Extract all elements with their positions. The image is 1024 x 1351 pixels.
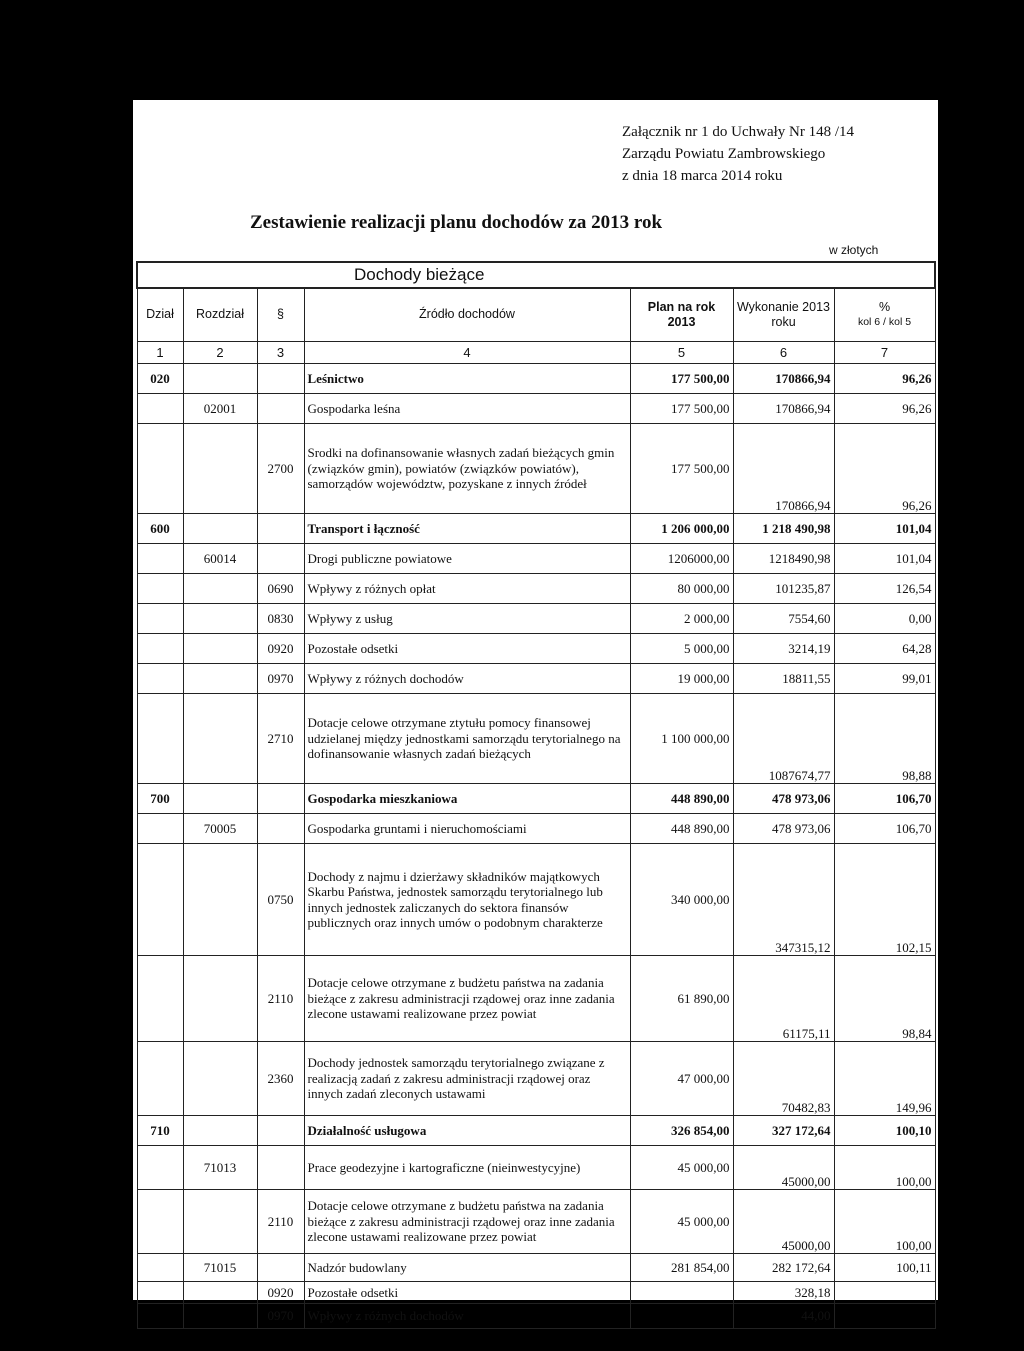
cell-wykonanie: 61175,11 — [733, 956, 834, 1042]
cell-paragraf: 0920 — [257, 634, 304, 664]
table-row — [137, 1042, 935, 1116]
cell-procent: 126,54 — [834, 574, 935, 604]
cell-dzial: 020 — [137, 364, 183, 394]
cell-rozdzial: 70005 — [183, 814, 257, 844]
cell-paragraf: 0920 — [257, 1282, 304, 1304]
percent-formula: kol 6 / kol 5 — [857, 316, 912, 328]
cell-dzial — [137, 574, 183, 604]
cell-rozdzial — [183, 1282, 257, 1304]
currency-unit: w złotych — [829, 243, 879, 257]
table-row — [137, 1116, 935, 1146]
col-header-paragraf: § — [257, 288, 304, 342]
cell-wykonanie: 70482,83 — [733, 1042, 834, 1116]
cell-plan: 1 100 000,00 — [630, 694, 733, 784]
cell-wykonanie: 1 218 490,98 — [733, 514, 834, 544]
table-row — [137, 694, 935, 784]
cell-dzial: 710 — [137, 1116, 183, 1146]
cell-plan: 177 500,00 — [630, 364, 733, 394]
cell-rozdzial — [183, 634, 257, 664]
cell-dzial — [137, 1254, 183, 1282]
cell-rozdzial — [183, 514, 257, 544]
cell-wykonanie: 170866,94 — [733, 394, 834, 424]
column-number-row — [137, 342, 935, 364]
cell-paragraf — [257, 394, 304, 424]
cell-rozdzial — [183, 364, 257, 394]
cell-zrodlo: Działalność usługowa — [304, 1116, 630, 1146]
cell-rozdzial: 60014 — [183, 544, 257, 574]
cell-zrodlo: Leśnictwo — [304, 364, 630, 394]
cell-procent: 100,00 — [834, 1146, 935, 1190]
table-row — [137, 1282, 935, 1304]
cell-plan — [630, 1282, 733, 1304]
cell-procent: 100,00 — [834, 1190, 935, 1254]
cell-dzial — [137, 394, 183, 424]
cell-plan: 47 000,00 — [630, 1042, 733, 1116]
cell-procent: 64,28 — [834, 634, 935, 664]
cell-rozdzial: 71013 — [183, 1146, 257, 1190]
table-row — [137, 634, 935, 664]
col-header-zrodlo: Źródło dochodów — [304, 288, 630, 342]
cell-paragraf: 2700 — [257, 424, 304, 514]
table-row — [137, 544, 935, 574]
cell-dzial — [137, 634, 183, 664]
cell-plan: 448 890,00 — [630, 784, 733, 814]
col-header-plan: Plan na rok 2013 — [630, 288, 733, 342]
cell-dzial — [137, 1282, 183, 1304]
cell-dzial: 600 — [137, 514, 183, 544]
cell-procent: 100,11 — [834, 1254, 935, 1282]
cell-dzial — [137, 1304, 183, 1329]
cell-plan: 19 000,00 — [630, 664, 733, 694]
cell-wykonanie: 327 172,64 — [733, 1116, 834, 1146]
table-row — [137, 394, 935, 424]
cell-procent: 101,04 — [834, 544, 935, 574]
cell-zrodlo: Dotacje celowe otrzymane ztytułu pomocy finansowej udzielanej między jednostkami samorządu terytorialnego na dofinansowanie własnych zadań bieżących — [304, 694, 630, 784]
col-header-rozdzial: Rozdział — [183, 288, 257, 342]
col-number-3: 3 — [257, 342, 304, 364]
cell-zrodlo: Wpływy z różnych opłat — [304, 574, 630, 604]
cell-rozdzial — [183, 604, 257, 634]
cell-paragraf — [257, 514, 304, 544]
cell-procent: 0,00 — [834, 604, 935, 634]
section-banner-row — [137, 262, 935, 288]
table-row — [137, 604, 935, 634]
col-header-procent — [834, 288, 935, 342]
cell-procent: 96,26 — [834, 364, 935, 394]
cell-procent — [834, 1282, 935, 1304]
table-row — [137, 664, 935, 694]
percent-sign: % — [878, 299, 891, 314]
cell-rozdzial — [183, 574, 257, 604]
col-header-wykonanie: Wykonanie 2013 roku — [733, 288, 834, 342]
table-row — [137, 574, 935, 604]
cell-wykonanie: 45000,00 — [733, 1146, 834, 1190]
cell-wykonanie: 478 973,06 — [733, 814, 834, 844]
cell-rozdzial — [183, 784, 257, 814]
cell-dzial — [137, 424, 183, 514]
cell-dzial — [137, 664, 183, 694]
cell-plan: 61 890,00 — [630, 956, 733, 1042]
col-number-1: 1 — [137, 342, 183, 364]
cell-procent: 106,70 — [834, 814, 935, 844]
table-header-row — [137, 288, 935, 342]
cell-zrodlo: Prace geodezyjne i kartograficzne (nieinwestycyjne) — [304, 1146, 630, 1190]
cell-plan: 5 000,00 — [630, 634, 733, 664]
cell-procent: 149,96 — [834, 1042, 935, 1116]
col-number-6: 6 — [733, 342, 834, 364]
cell-wykonanie: 101235,87 — [733, 574, 834, 604]
cell-zrodlo: Dotacje celowe otrzymane z budżetu państwa na zadania bieżące z zakresu administracji rządowej oraz inne zadania zlecone ustawami realizowane przez powiat — [304, 1190, 630, 1254]
cell-plan: 45 000,00 — [630, 1190, 733, 1254]
cell-wykonanie: 7554,60 — [733, 604, 834, 634]
cell-zrodlo: Srodki na dofinansowanie własnych zadań bieżących gmin (związków gmin), powiatów (związków powiatów), samorządów województw, pozyskane z innych źródeł — [304, 424, 630, 514]
cell-plan: 2 000,00 — [630, 604, 733, 634]
cell-plan: 326 854,00 — [630, 1116, 733, 1146]
cell-paragraf: 0750 — [257, 844, 304, 956]
cell-paragraf — [257, 814, 304, 844]
cell-paragraf: 0830 — [257, 604, 304, 634]
cell-plan: 177 500,00 — [630, 424, 733, 514]
cell-rozdzial — [183, 694, 257, 784]
cell-zrodlo: Dochody z najmu i dzierżawy składników majątkowych Skarbu Państwa, jednostek samorządu terytorialnego lub innych jednostek zaliczanych do sektora finansów publicznych oraz innych umów o podobnym charakterze — [304, 844, 630, 956]
cell-zrodlo: Gospodarka gruntami i nieruchomościami — [304, 814, 630, 844]
cell-zrodlo: Wpływy z usług — [304, 604, 630, 634]
cell-procent: 100,10 — [834, 1116, 935, 1146]
cell-rozdzial: 71015 — [183, 1254, 257, 1282]
cell-wykonanie: 44,00 — [733, 1304, 834, 1329]
table-row — [137, 784, 935, 814]
document-page — [133, 100, 938, 1324]
cell-rozdzial — [183, 1042, 257, 1116]
table-row — [137, 424, 935, 514]
cell-plan: 177 500,00 — [630, 394, 733, 424]
table-row — [137, 514, 935, 544]
cell-rozdzial — [183, 424, 257, 514]
cell-dzial: 700 — [137, 784, 183, 814]
cell-zrodlo: Dotacje celowe otrzymane z budżetu państwa na zadania bieżące z zakresu administracji rządowej oraz inne zadania zlecone ustawami realizowane przez powiat — [304, 956, 630, 1042]
table-row — [137, 1254, 935, 1282]
col-number-4: 4 — [304, 342, 630, 364]
col-number-5: 5 — [630, 342, 733, 364]
cell-wykonanie: 1218490,98 — [733, 544, 834, 574]
cell-zrodlo: Transport i łączność — [304, 514, 630, 544]
cell-paragraf: 0970 — [257, 664, 304, 694]
table-row — [137, 1190, 935, 1254]
cell-plan: 45 000,00 — [630, 1146, 733, 1190]
cell-zrodlo: Drogi publiczne powiatowe — [304, 544, 630, 574]
cell-zrodlo: Pozostałe odsetki — [304, 1282, 630, 1304]
cell-rozdzial — [183, 664, 257, 694]
cell-dzial — [137, 814, 183, 844]
cell-zrodlo: Dochody jednostek samorządu terytorialnego związane z realizacją zadań z zakresu administracji rządowej oraz innych zadań zleconych ustawami — [304, 1042, 630, 1116]
cell-paragraf — [257, 1116, 304, 1146]
cell-zrodlo: Pozostałe odsetki — [304, 634, 630, 664]
cell-paragraf — [257, 1254, 304, 1282]
cell-plan: 340 000,00 — [630, 844, 733, 956]
cell-paragraf: 2110 — [257, 956, 304, 1042]
cell-plan: 1 206 000,00 — [630, 514, 733, 544]
cell-wykonanie: 478 973,06 — [733, 784, 834, 814]
cell-zrodlo: Wpływy z różnych dochodów — [304, 1304, 630, 1329]
cell-paragraf — [257, 364, 304, 394]
cell-paragraf — [257, 784, 304, 814]
cell-wykonanie: 45000,00 — [733, 1190, 834, 1254]
cell-wykonanie: 170866,94 — [733, 424, 834, 514]
col-header-dzial: Dział — [137, 288, 183, 342]
table-body — [137, 364, 935, 1329]
cell-procent: 99,01 — [834, 664, 935, 694]
attachment-line-3: z dnia 18 marca 2014 roku — [622, 168, 783, 184]
cell-dzial — [137, 1042, 183, 1116]
cell-zrodlo: Wpływy z różnych dochodów — [304, 664, 630, 694]
cell-rozdzial — [183, 1304, 257, 1329]
cell-paragraf: 0970 — [257, 1304, 304, 1329]
cell-wykonanie: 18811,55 — [733, 664, 834, 694]
cell-zrodlo: Nadzór budowlany — [304, 1254, 630, 1282]
cell-wykonanie: 347315,12 — [733, 844, 834, 956]
attachment-line-1: Załącznik nr 1 do Uchwały Nr 148 /14 — [622, 124, 855, 140]
cell-paragraf: 2710 — [257, 694, 304, 784]
cell-plan: 281 854,00 — [630, 1254, 733, 1282]
cell-dzial — [137, 956, 183, 1042]
cell-procent: 101,04 — [834, 514, 935, 544]
cell-rozdzial — [183, 956, 257, 1042]
cell-dzial — [137, 844, 183, 956]
cell-plan: 448 890,00 — [630, 814, 733, 844]
cell-zrodlo: Gospodarka leśna — [304, 394, 630, 424]
cell-rozdzial — [183, 1190, 257, 1254]
cell-dzial — [137, 694, 183, 784]
cell-paragraf: 2110 — [257, 1190, 304, 1254]
cell-procent: 106,70 — [834, 784, 935, 814]
col-number-7: 7 — [834, 342, 935, 364]
cell-dzial — [137, 544, 183, 574]
cell-procent — [834, 1304, 935, 1329]
col-number-2: 2 — [183, 342, 257, 364]
table-row — [137, 1146, 935, 1190]
cell-procent: 98,84 — [834, 956, 935, 1042]
table-row — [137, 844, 935, 956]
table-row — [137, 814, 935, 844]
cell-wykonanie: 328,18 — [733, 1282, 834, 1304]
cell-plan: 1206000,00 — [630, 544, 733, 574]
cell-zrodlo: Gospodarka mieszkaniowa — [304, 784, 630, 814]
table-row — [137, 956, 935, 1042]
cell-wykonanie: 1087674,77 — [733, 694, 834, 784]
cell-procent: 102,15 — [834, 844, 935, 956]
cell-procent: 98,88 — [834, 694, 935, 784]
cell-dzial — [137, 1146, 183, 1190]
cell-plan — [630, 1304, 733, 1329]
document-title: Zestawienie realizacji planu dochodów za 2013 rok — [250, 212, 663, 233]
cell-plan: 80 000,00 — [630, 574, 733, 604]
cell-paragraf: 0690 — [257, 574, 304, 604]
cell-wykonanie: 170866,94 — [733, 364, 834, 394]
table-row — [137, 364, 935, 394]
cell-dzial — [137, 604, 183, 634]
table-row — [137, 1304, 935, 1329]
cell-wykonanie: 282 172,64 — [733, 1254, 834, 1282]
cell-paragraf: 2360 — [257, 1042, 304, 1116]
cell-procent: 96,26 — [834, 394, 935, 424]
cell-wykonanie: 3214,19 — [733, 634, 834, 664]
cell-dzial — [137, 1190, 183, 1254]
cell-paragraf — [257, 1146, 304, 1190]
cell-rozdzial: 02001 — [183, 394, 257, 424]
cell-paragraf — [257, 544, 304, 574]
attachment-line-2: Zarządu Powiatu Zambrowskiego — [622, 146, 826, 162]
cell-rozdzial — [183, 844, 257, 956]
section-title: Dochody bieżące — [137, 262, 935, 288]
income-table — [136, 261, 936, 1329]
cell-rozdzial — [183, 1116, 257, 1146]
cell-procent: 96,26 — [834, 424, 935, 514]
